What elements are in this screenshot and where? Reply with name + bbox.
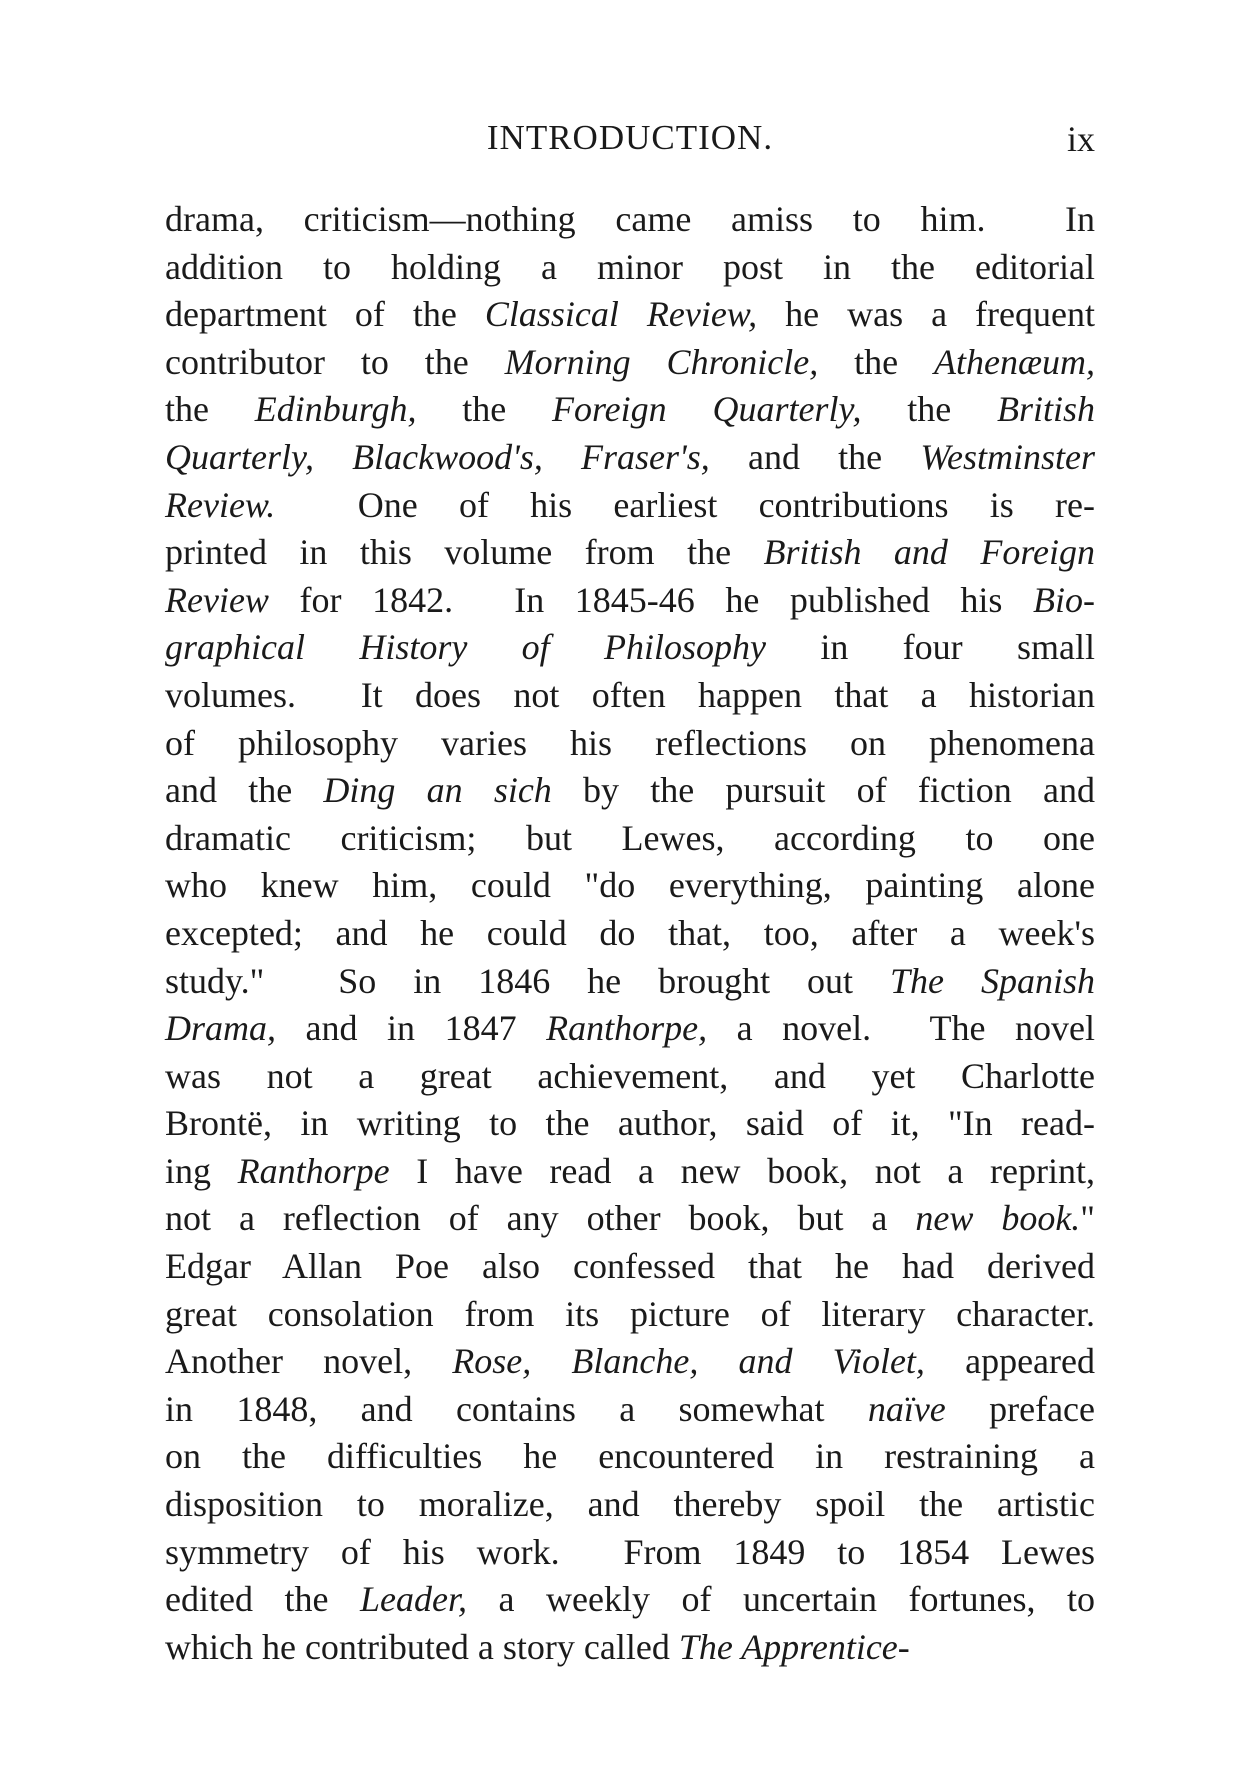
text-line (165, 1338, 1095, 1386)
text-run: appeared (924, 1341, 1095, 1382)
text-run: by the pursuit of fiction and (551, 770, 1095, 811)
text-line (165, 529, 1095, 577)
italic-text-run: Bio- (1033, 579, 1095, 620)
italic-text-run: Ding an sich (323, 770, 552, 811)
italic-text-run: Quarterly, Blackwood's, Fraser's, (165, 436, 710, 477)
italic-text-run: Review. (165, 484, 276, 525)
text-run: edited the (165, 1579, 360, 1620)
italic-text-run: The Spanish (890, 960, 1095, 1001)
text-line (165, 291, 1095, 339)
running-head (165, 118, 1095, 168)
body-text (165, 196, 1095, 1671)
italic-text-run: Drama, (165, 1008, 277, 1049)
italic-text-run: Westminster (920, 436, 1095, 477)
text-line (165, 386, 1095, 434)
text-run: not a reflection of any other book, but a (165, 1198, 916, 1239)
italic-text-run: Ranthorpe (237, 1150, 390, 1191)
text-run: and the (165, 770, 324, 811)
text-line (165, 720, 1095, 768)
italic-text-run: Edinburgh, (254, 389, 417, 430)
running-title: INTRODUCTION. (486, 118, 774, 157)
text-line (165, 672, 1095, 720)
text-run: Edgar Allan Poe also confessed that he had derived (165, 1246, 1095, 1287)
text-run: the (416, 389, 553, 430)
text-run: of philosophy varies his reflections on phenomena (165, 722, 1095, 763)
text-line (165, 196, 1095, 244)
italic-text-run: Foreign Quarterly, (552, 389, 862, 430)
text-run: I have read a new book, not a reprint, (389, 1150, 1095, 1191)
text-line (165, 1148, 1095, 1196)
text-run: excepted; and he could do that, too, after a week's (165, 912, 1095, 953)
text-run: who knew him, could "do everything, painting alone (165, 865, 1095, 906)
text-line (165, 958, 1095, 1006)
italic-text-run: Rose, Blanche, and Violet, (452, 1341, 925, 1382)
text-run: in four small (766, 627, 1095, 668)
page-number: ix (1066, 119, 1095, 159)
text-run: One of his earliest contributions is re- (275, 484, 1095, 525)
italic-text-run: Leader, (360, 1579, 467, 1620)
text-run: for 1842. In 1845-46 he published his (268, 579, 1034, 620)
text-run: ing (165, 1150, 238, 1191)
text-line (165, 815, 1095, 863)
text-line (165, 1433, 1095, 1481)
text-line (165, 1291, 1095, 1339)
text-line (165, 1624, 1095, 1672)
text-line (165, 577, 1095, 625)
text-run: great consolation from its picture of literary character. (165, 1293, 1095, 1334)
text-run: and the (709, 436, 921, 477)
text-run: study." So in 1846 he brought out (165, 960, 891, 1001)
italic-text-run: Classical Review, (484, 294, 758, 335)
text-run: disposition to moralize, and thereby spoil the artistic (165, 1484, 1095, 1525)
italic-text-run: The Apprentice- (678, 1626, 910, 1667)
text-line (165, 482, 1095, 530)
text-run: dramatic criticism; but Lewes, according to one (165, 817, 1095, 858)
italic-text-run: new book. (915, 1198, 1081, 1239)
italic-text-run: naïve (867, 1388, 946, 1429)
text-line (165, 1386, 1095, 1434)
text-run: and in 1847 (276, 1008, 547, 1049)
text-run: the (861, 389, 998, 430)
text-line (165, 767, 1095, 815)
text-run: which he contributed a story called (165, 1626, 679, 1667)
italic-text-run: graphical History of Philosophy (165, 627, 766, 668)
text-line (165, 244, 1095, 292)
text-run: the (165, 389, 255, 430)
text-run: volumes. It does not often happen that a historian (165, 674, 1095, 715)
text-run: printed in this volume from the (165, 532, 764, 573)
text-line (165, 1481, 1095, 1529)
text-run: on the difficulties he encountered in restraining a (165, 1436, 1095, 1477)
text-line (165, 1529, 1095, 1577)
text-run: the (818, 341, 935, 382)
text-run: Another novel, (165, 1341, 453, 1382)
text-line (165, 339, 1095, 387)
text-line (165, 1576, 1095, 1624)
text-run: symmetry of his work. From 1849 to 1854 Lewes (165, 1531, 1095, 1572)
text-line (165, 434, 1095, 482)
text-line (165, 862, 1095, 910)
text-run: he was a frequent (757, 294, 1095, 335)
italic-text-run: Ranthorpe, (546, 1008, 708, 1049)
italic-text-run: British (997, 389, 1096, 430)
text-run: preface (945, 1388, 1096, 1429)
italic-text-run: Athenæum, (934, 341, 1095, 382)
italic-text-run: Morning Chronicle, (504, 341, 819, 382)
text-run: drama, criticism—nothing came amiss to him. In (165, 199, 1095, 239)
text-run: a novel. The novel (707, 1008, 1095, 1049)
text-run: was not a great achievement, and yet Charlotte (165, 1055, 1095, 1096)
text-run: a weekly of uncertain fortunes, to (467, 1579, 1095, 1620)
text-line (165, 1243, 1095, 1291)
text-line (165, 1005, 1095, 1053)
text-run: department of the (165, 294, 485, 335)
text-line (165, 910, 1095, 958)
text-line (165, 1195, 1095, 1243)
text-line (165, 1053, 1095, 1101)
text-line (165, 1100, 1095, 1148)
text-run: addition to holding a minor post in the editorial (165, 246, 1095, 287)
text-run: " (1080, 1198, 1095, 1239)
text-run: Brontë, in writing to the author, said of it, "In read- (165, 1103, 1095, 1144)
text-line (165, 624, 1095, 672)
italic-text-run: Review (165, 579, 269, 620)
text-run: contributor to the (165, 341, 505, 382)
text-run: in 1848, and contains a somewhat (165, 1388, 868, 1429)
italic-text-run: British and Foreign (763, 532, 1095, 573)
